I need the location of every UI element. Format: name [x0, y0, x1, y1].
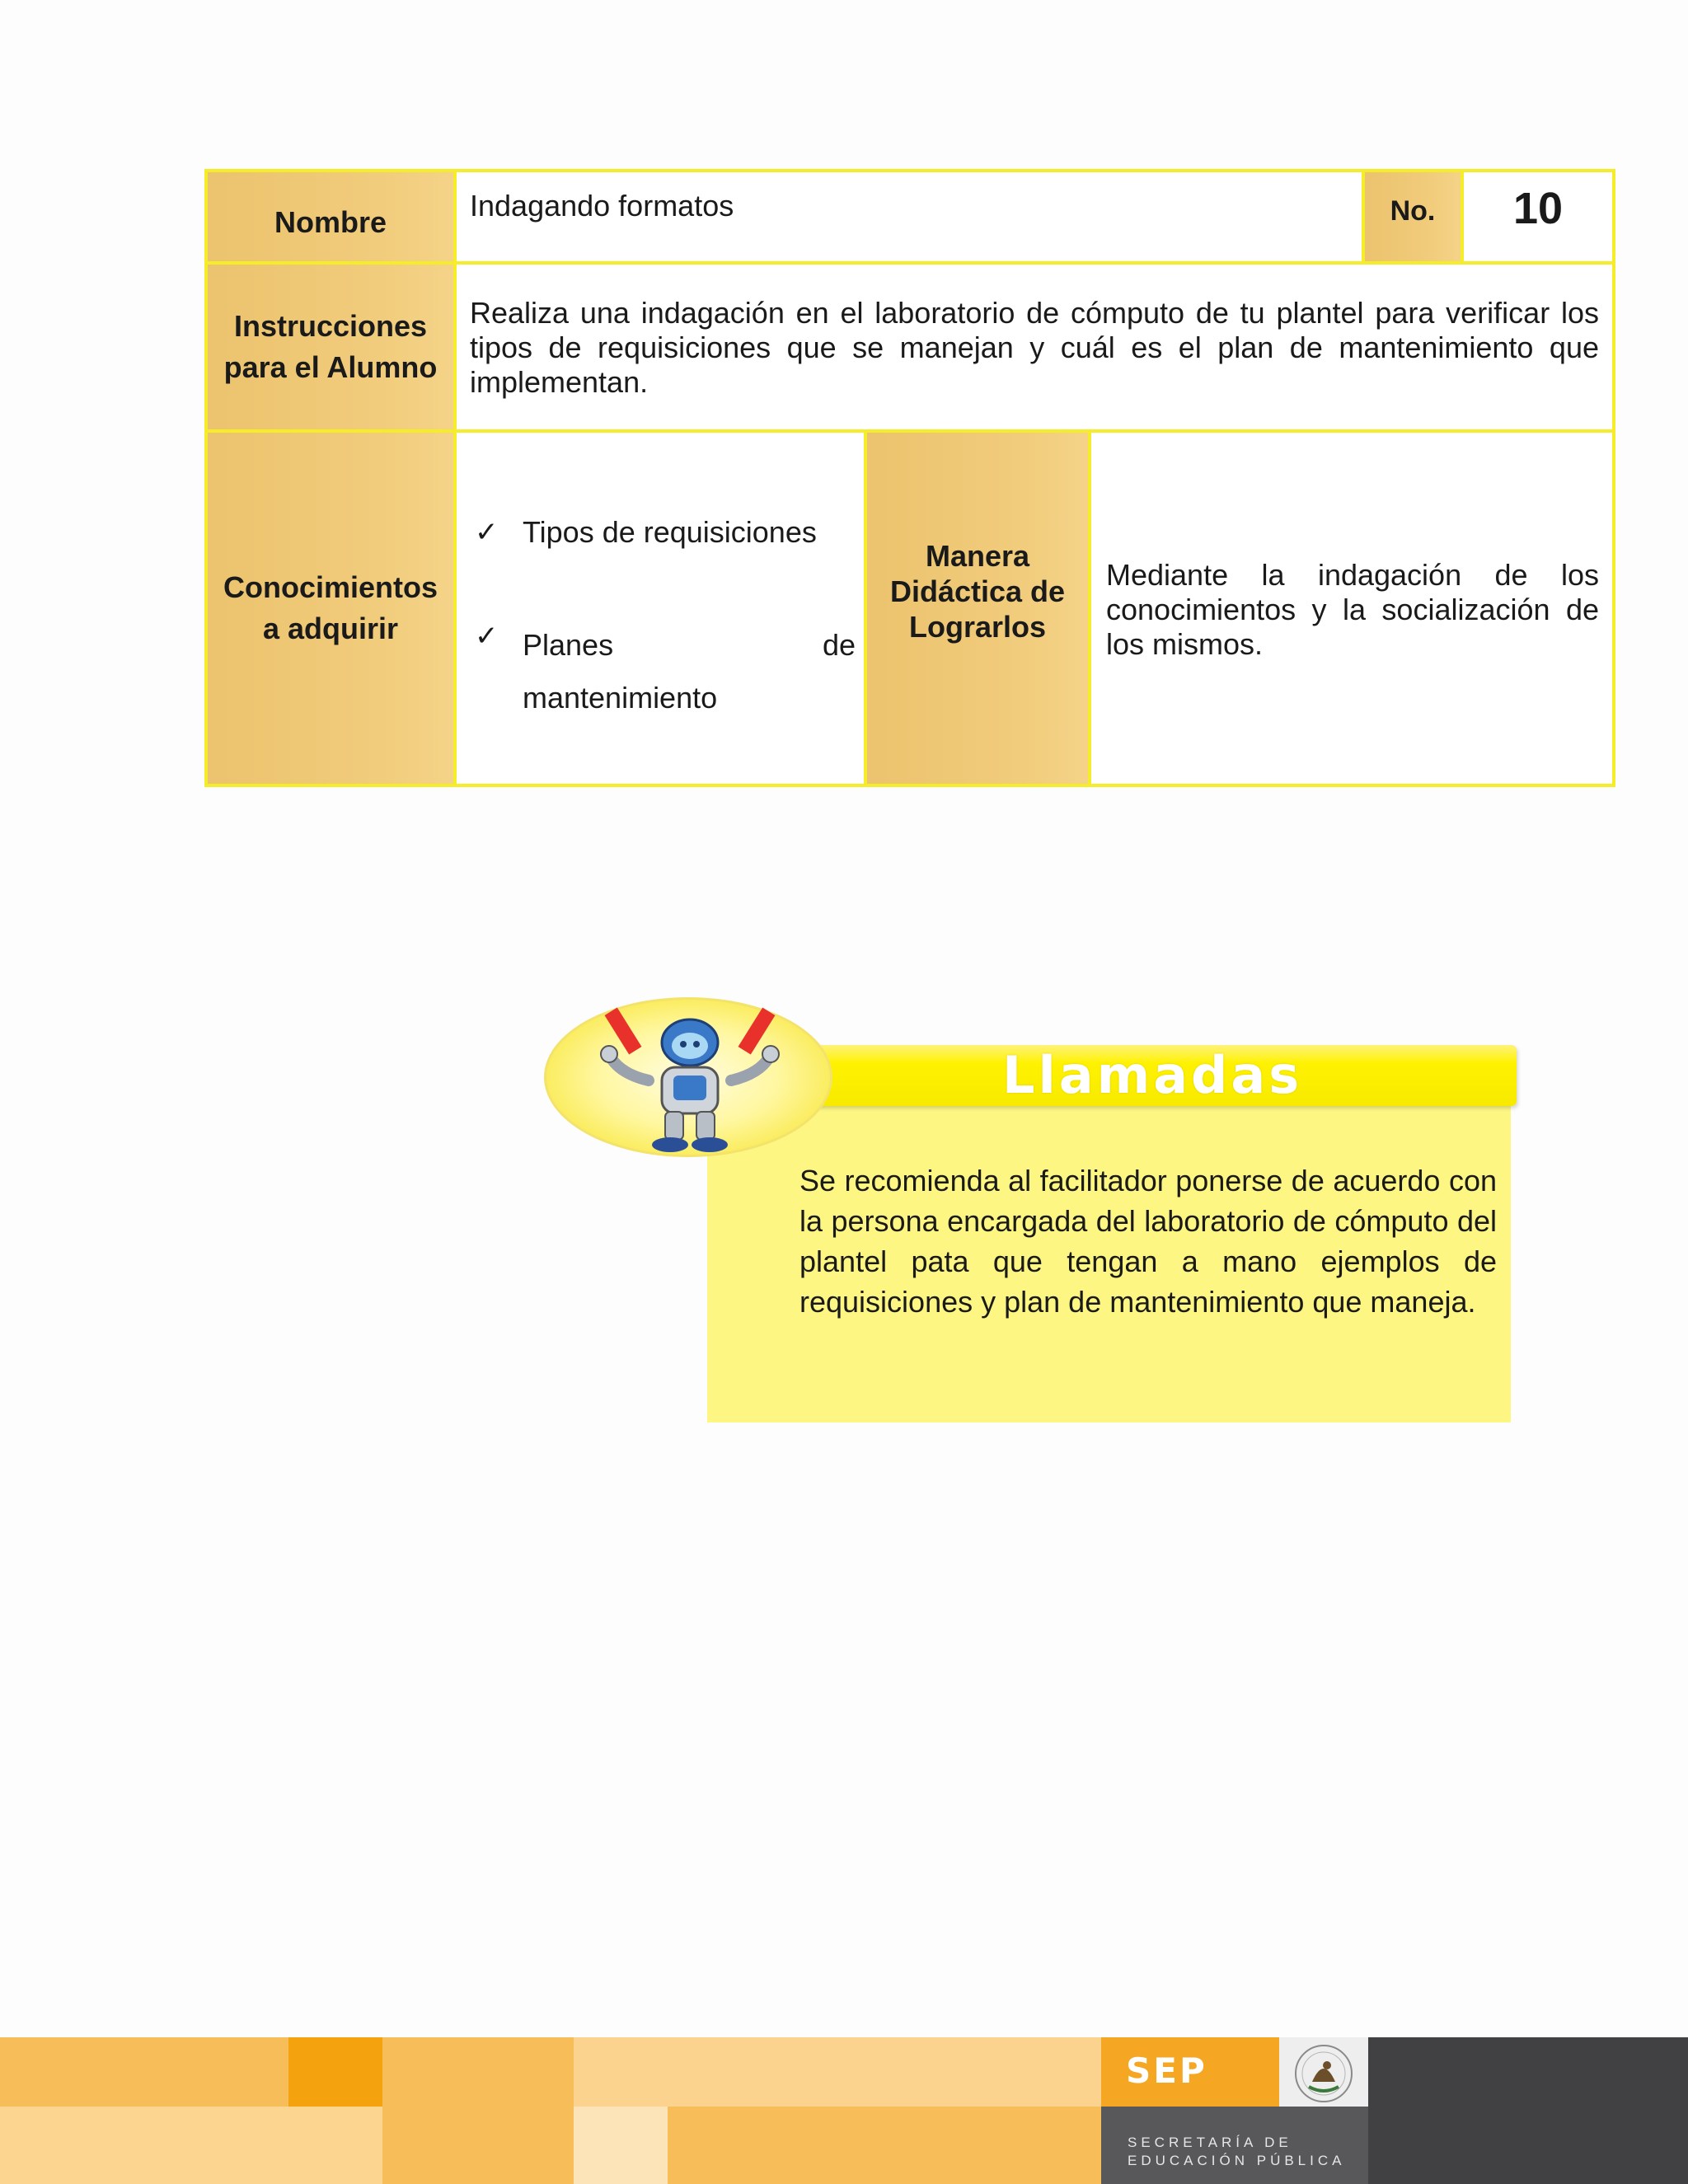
footer-block	[574, 2037, 1101, 2107]
footer-block	[668, 2107, 1101, 2184]
sep-name-block	[1101, 2107, 1368, 2184]
check-icon: ✓	[475, 621, 499, 652]
activity-name: Indagando formatos	[470, 189, 734, 223]
instructions-cell	[453, 261, 1615, 433]
method-text: Mediante la indagación de los conocimientos y la socialización de los mismos.	[1106, 558, 1599, 661]
robot-icon	[546, 1000, 835, 1160]
org-line-1: SECRETARÍA DE	[1128, 2135, 1292, 2150]
method-cell	[1088, 429, 1615, 787]
coat-of-arms-icon	[1279, 2037, 1368, 2107]
footer-block	[382, 2107, 574, 2184]
activity-number: 10	[1512, 184, 1564, 233]
name-label: Nombre	[204, 169, 457, 265]
coat-of-arms-block	[1279, 2037, 1368, 2107]
footer-block	[574, 2107, 668, 2184]
knowledge-label	[204, 429, 457, 787]
method-label-text: Manera Didáctica de Lograrlos	[889, 539, 1066, 644]
instructions-text: Realiza una indagación en el laboratorio de cómputo de tu plantel para verificar los tipos de requisiciones que se manejan y cuál es el plan de mantenimiento que implementan.	[470, 296, 1599, 399]
callout-title: Llamadas	[1002, 1045, 1303, 1105]
method-label	[864, 429, 1091, 787]
callout-text: Se recomienda al facilitador ponerse de acuerdo con la persona encargada del laboratorio de cómputo del plantel pata que tengan a mano ejemplos de requisiciones y plan de mantenimiento que maneja.	[799, 1164, 1497, 1319]
footer-block	[0, 2037, 288, 2107]
knowledge-item-label: Planes de mantenimiento	[523, 628, 856, 715]
name-value	[453, 169, 1365, 265]
check-icon: ✓	[475, 517, 499, 548]
footer-block	[0, 2107, 382, 2184]
instructions-label-text: Instrucciones para el Alumno	[223, 309, 438, 384]
knowledge-cell	[453, 429, 867, 787]
footer-block	[382, 2037, 574, 2107]
callout-banner	[791, 1045, 1517, 1106]
footer-dark-block	[1368, 2037, 1688, 2107]
footer-block	[288, 2037, 382, 2107]
org-line-2: EDUCACIÓN PÚBLICA	[1128, 2153, 1346, 2168]
number-value	[1461, 169, 1615, 265]
knowledge-item-label: Tipos de requisiciones	[523, 515, 817, 549]
robot-medallion	[544, 997, 832, 1157]
sep-logo-block	[1101, 2037, 1279, 2107]
footer-dark-block	[1368, 2107, 1688, 2184]
knowledge-label-text: Conocimientos a adquirir	[223, 570, 438, 645]
instructions-label	[204, 261, 457, 433]
number-label: No.	[1362, 169, 1464, 265]
sep-logo: SEP	[1126, 2050, 1207, 2091]
